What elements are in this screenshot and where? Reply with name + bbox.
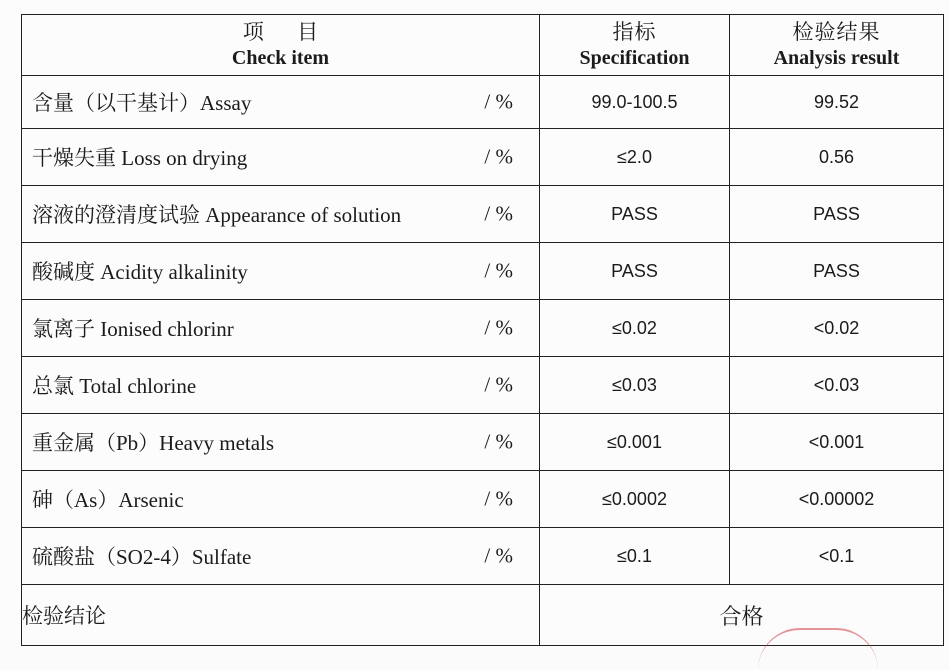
- table-row: [22, 414, 944, 471]
- row-label: 干燥失重 Loss on drying: [32, 146, 248, 170]
- header-item-en: Check item: [231, 47, 330, 69]
- header-check-item: [22, 15, 540, 76]
- row-result: PASS: [730, 243, 944, 300]
- header-item-cn: 项 目: [242, 20, 319, 44]
- header-analysis-result: [730, 15, 944, 76]
- row-unit: / %: [484, 543, 513, 568]
- table-row: [22, 186, 944, 243]
- row-spec: ≤0.0002: [540, 471, 730, 528]
- row-spec: ≤0.03: [540, 357, 730, 414]
- row-result: 99.52: [730, 76, 944, 129]
- header-result-en: Analysis result: [773, 47, 900, 69]
- conclusion-value: 合格: [540, 585, 944, 646]
- table-row: [22, 243, 944, 300]
- row-spec: ≤0.1: [540, 528, 730, 585]
- table-row: [22, 357, 944, 414]
- row-result: <0.02: [730, 300, 944, 357]
- header-spec-cn: 指标: [612, 20, 657, 44]
- row-unit: / %: [484, 201, 513, 226]
- header-spec-en: Specification: [579, 47, 690, 69]
- row-unit: / %: [484, 372, 513, 397]
- row-label: 硫酸盐（SO2-4）Sulfate: [32, 545, 252, 569]
- header-result-cn: 检验结果: [792, 20, 881, 44]
- table-header-row: [22, 15, 944, 76]
- row-result: 0.56: [730, 129, 944, 186]
- table-row: [22, 471, 944, 528]
- row-label: 砷（As）Arsenic: [32, 488, 184, 512]
- row-unit: / %: [484, 486, 513, 511]
- row-unit: / %: [484, 315, 513, 340]
- table-row: [22, 76, 944, 129]
- row-unit: / %: [484, 258, 513, 283]
- table-row: [22, 300, 944, 357]
- row-label: 氯离子 Ionised chlorinr: [32, 317, 234, 341]
- conclusion-label: 检验结论: [22, 585, 540, 646]
- row-label: 酸碱度 Acidity alkalinity: [32, 260, 248, 284]
- header-specification: [540, 15, 730, 76]
- row-spec: PASS: [540, 243, 730, 300]
- table-row: [22, 129, 944, 186]
- row-result: PASS: [730, 186, 944, 243]
- row-label: 含量（以干基计）Assay: [32, 91, 252, 115]
- row-unit: / %: [484, 429, 513, 454]
- row-result: <0.00002: [730, 471, 944, 528]
- row-spec: ≤0.001: [540, 414, 730, 471]
- row-spec: PASS: [540, 186, 730, 243]
- row-spec: ≤0.02: [540, 300, 730, 357]
- row-result: <0.1: [730, 528, 944, 585]
- row-unit: / %: [484, 144, 513, 169]
- row-result: <0.001: [730, 414, 944, 471]
- table-row: [22, 528, 944, 585]
- row-label: 溶液的澄清度试验 Appearance of solution: [32, 203, 402, 227]
- row-spec: ≤2.0: [540, 129, 730, 186]
- row-label: 重金属（Pb）Heavy metals: [32, 431, 275, 455]
- row-unit: / %: [484, 89, 513, 114]
- row-label: 总氯 Total chlorine: [32, 374, 197, 398]
- row-spec: 99.0-100.5: [540, 76, 730, 129]
- analysis-table: [21, 14, 944, 646]
- row-result: <0.03: [730, 357, 944, 414]
